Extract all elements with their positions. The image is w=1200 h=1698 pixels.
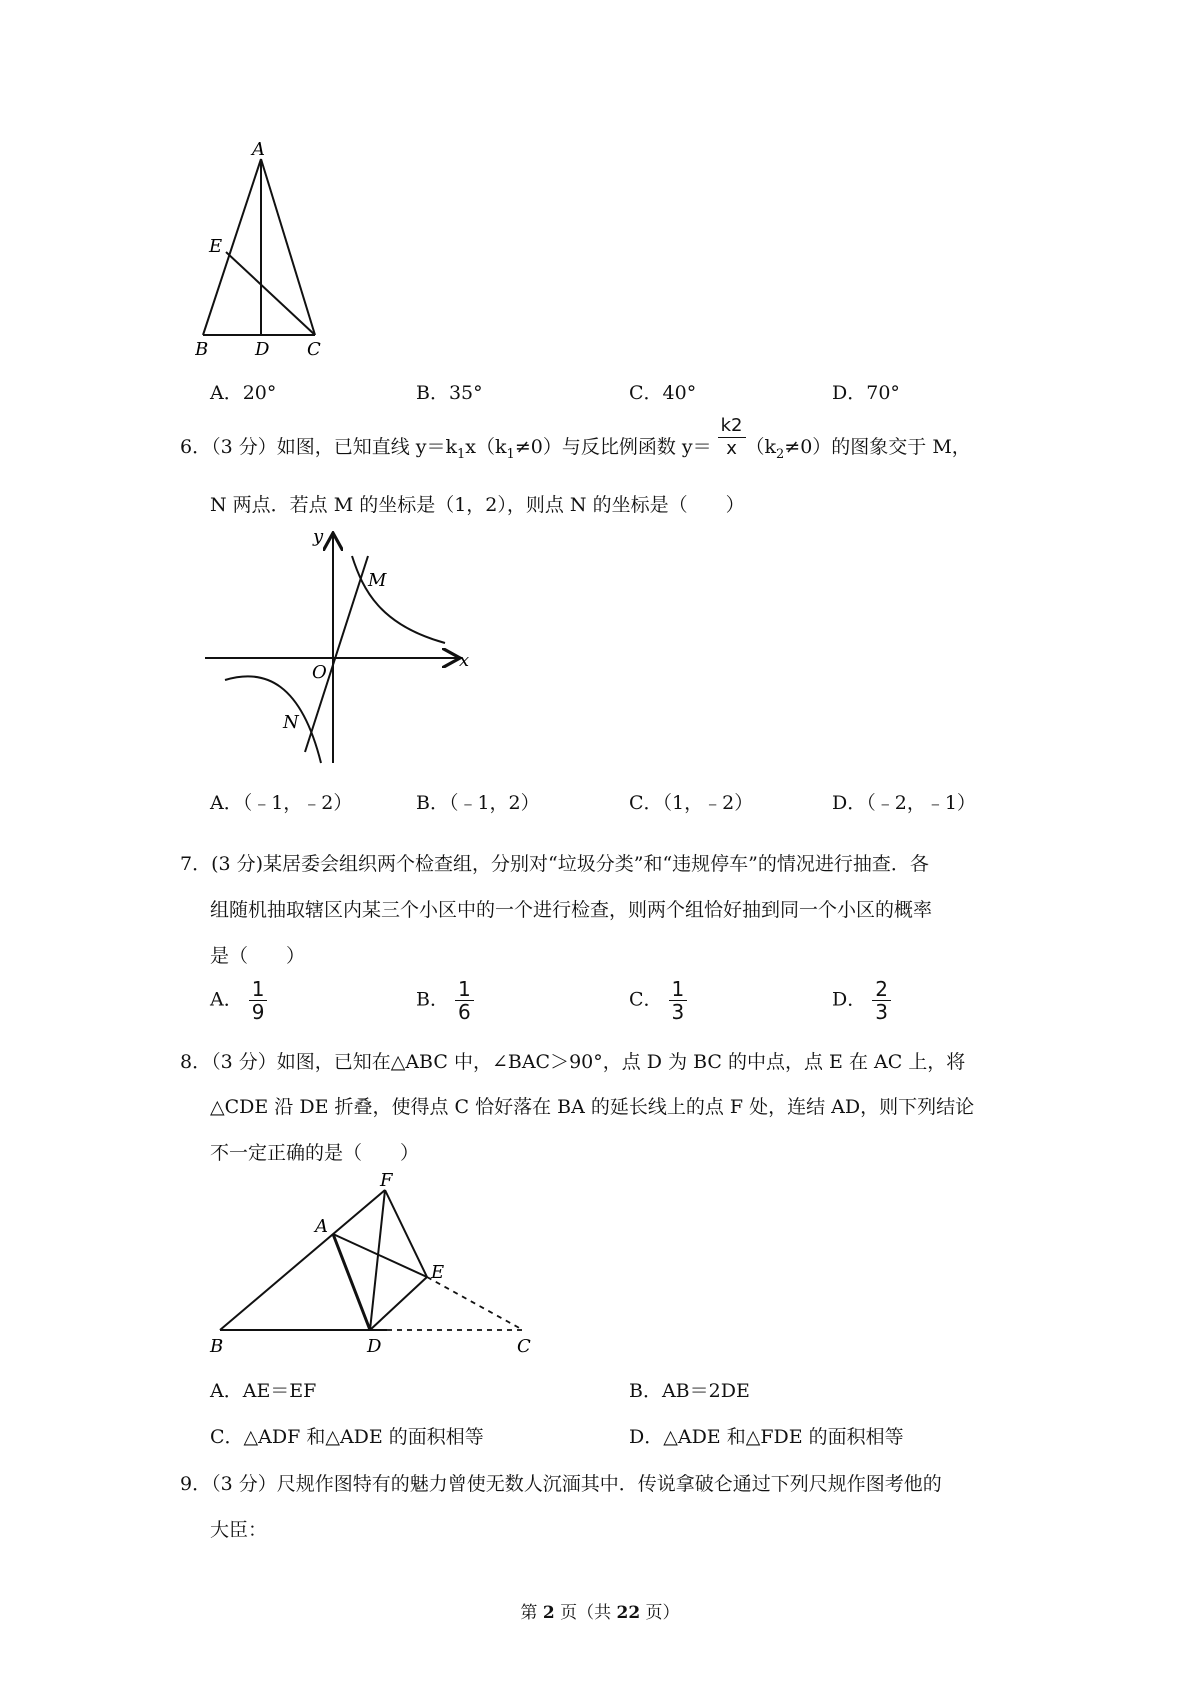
q8-line3: 不一定正确的是（ ） <box>210 1142 420 1164</box>
q8-line2: △CDE 沿 DE 折叠，使得点 C 恰好落在 BA 的延长线上的点 F 处，连结 AD，则下列结论 <box>210 1096 975 1118</box>
footer-page-number: 2 <box>542 1603 555 1623</box>
q7-c-num: 1 <box>669 978 688 1001</box>
q7-option-d-label: D． <box>832 988 867 1011</box>
q8-option-c: C．△ADF 和△ADE 的面积相等 <box>210 1426 484 1448</box>
q6-sub-3: 2 <box>776 446 785 462</box>
q7-c-den: 3 <box>671 1000 685 1024</box>
footer-suffix: 页） <box>640 1603 680 1623</box>
function-graph-q6 <box>205 520 475 775</box>
q7-line3: 是（ ） <box>210 945 306 967</box>
q5-option-d: D．70° <box>832 382 900 404</box>
label-f: F <box>380 1170 393 1191</box>
label-b: B <box>195 339 209 360</box>
q7-option-b-label: B． <box>416 988 449 1011</box>
q7-b-num: 1 <box>455 978 474 1001</box>
q7-option-a-fraction <box>249 978 268 1023</box>
label-d: D <box>367 1336 382 1357</box>
q6-line2: N 两点．若点 M 的坐标是（1，2），则点 N 的坐标是（ ） <box>210 494 745 516</box>
q6-text-b: x（k <box>465 436 507 458</box>
q6-option-a: A．（﹣1，﹣2） <box>210 792 353 814</box>
q7-option-d <box>832 978 891 1023</box>
q6-text-e: ≠0）的图象交于 M， <box>784 436 971 458</box>
q6-line1 <box>180 414 971 468</box>
q6-sub-1: 1 <box>457 446 466 462</box>
q6-option-d: D．（﹣2，﹣1） <box>832 792 976 814</box>
q7-option-c-label: C． <box>629 988 663 1011</box>
q6-option-b: B．（﹣1，2） <box>416 792 540 814</box>
q8-line1: 8．（3 分）如图，已知在△ABC 中，∠BAC＞90°，点 D 为 BC 的中点，点 E 在 AC 上，将 <box>180 1051 966 1073</box>
q7-d-den: 3 <box>875 1000 888 1024</box>
q7-option-c <box>629 978 687 1023</box>
q6-frac-num: k2 <box>718 415 746 438</box>
folding-triangle-figure-q8 <box>205 1170 545 1360</box>
footer-middle: 页（共 <box>554 1603 617 1623</box>
q7-option-c-fraction <box>669 978 688 1023</box>
label-e: E <box>431 1262 445 1283</box>
q5-option-c: C．40° <box>629 382 697 404</box>
q6-sub-2: 1 <box>506 446 515 462</box>
label-d: D <box>255 339 270 360</box>
label-m: M <box>368 570 387 591</box>
q7-option-d-fraction <box>872 978 891 1023</box>
label-e: E <box>209 236 223 257</box>
q9-line2: 大臣： <box>210 1519 268 1541</box>
label-a: A <box>315 1216 328 1237</box>
q7-line1: 7．(3 分)某居委会组织两个检查组，分别对“垃圾分类”和“违规停车”的情况进行抽查．各 <box>180 853 929 875</box>
label-c: C <box>517 1336 531 1357</box>
label-y: y <box>313 526 324 547</box>
label-b: B <box>210 1336 224 1357</box>
q6-option-c: C．（1，﹣2） <box>629 792 754 814</box>
triangle-figure-q5 <box>195 135 345 360</box>
q8-option-d: D．△ADE 和△FDE 的面积相等 <box>629 1426 904 1448</box>
q7-option-b <box>416 978 474 1023</box>
q7-option-a <box>210 978 267 1023</box>
label-x: x <box>459 650 470 671</box>
q7-option-a-label: A． <box>210 988 243 1011</box>
page-footer <box>0 1598 1200 1623</box>
q7-b-den: 6 <box>457 1000 471 1024</box>
q6-text-c: ≠0）与反比例函数 y＝ <box>514 436 712 458</box>
q7-a-den: 9 <box>251 1000 265 1024</box>
q7-line2: 组随机抽取辖区内某三个小区中的一个进行检查，则两个组恰好抽到同一个小区的概率 <box>210 899 933 921</box>
label-a: A <box>252 139 265 160</box>
q8-option-a: A．AE＝EF <box>210 1380 317 1402</box>
q5-option-a: A．20° <box>210 382 277 404</box>
label-o: O <box>312 662 327 683</box>
q5-option-b: B．35° <box>416 382 483 404</box>
q6-text-a: 6．（3 分）如图，已知直线 y＝k <box>180 436 458 458</box>
label-c: C <box>307 339 321 360</box>
q7-d-num: 2 <box>872 978 891 1001</box>
q7-a-num: 1 <box>249 978 268 1001</box>
q7-option-b-fraction <box>455 978 474 1023</box>
q9-line1: 9．（3 分）尺规作图特有的魅力曾使无数人沉湎其中．传说拿破仑通过下列尺规作图考他的 <box>180 1473 942 1495</box>
q6-frac-den: x <box>726 437 737 459</box>
q6-text-d: （k <box>745 436 777 458</box>
q8-option-b: B．AB＝2DE <box>629 1380 750 1402</box>
q6-fraction <box>718 415 746 460</box>
footer-prefix: 第 <box>520 1603 543 1623</box>
footer-total-pages: 22 <box>616 1603 641 1623</box>
label-n: N <box>283 712 299 733</box>
